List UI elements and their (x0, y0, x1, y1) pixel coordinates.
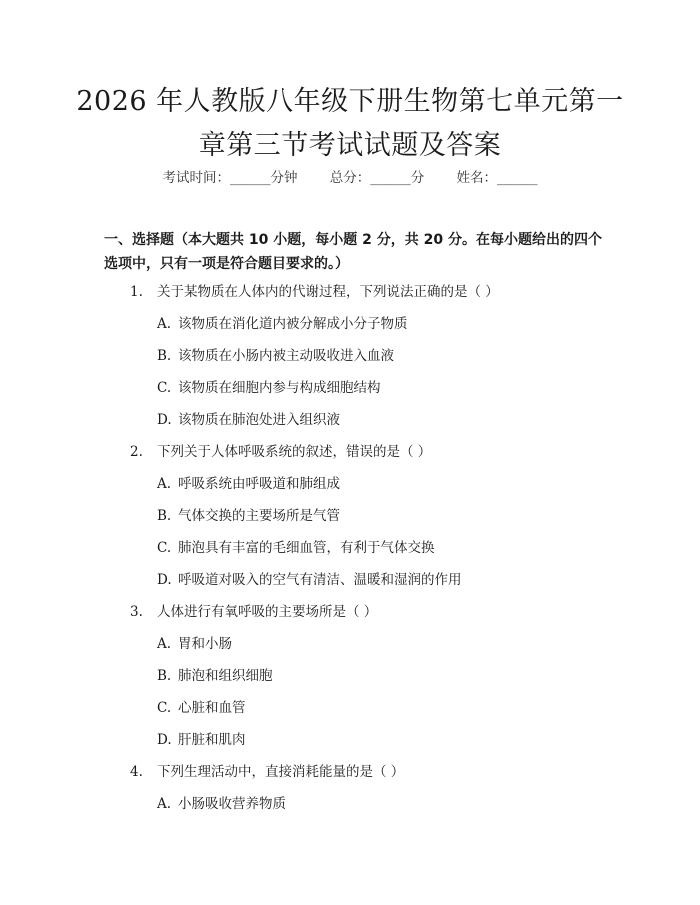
option-d (0, 724, 700, 756)
exam-total-score: 总分：______分 (329, 170, 425, 186)
option-text: 肺泡具有丰富的毛细血管，有利于气体交换 (178, 540, 435, 556)
option-text: 该物质在小肠内被主动吸收进入血液 (178, 348, 394, 364)
option-letter: C. (157, 700, 172, 716)
option-text: 呼吸道对吸入的空气有清洁、温暖和湿润的作用 (178, 572, 462, 588)
title-line-1: 2026 年人教版八年级下册生物第七单元第一 (76, 86, 624, 117)
option-text: 肺泡和组织细胞 (178, 668, 273, 684)
option-a (0, 468, 700, 500)
option-text: 该物质在细胞内参与构成细胞结构 (178, 380, 381, 396)
option-letter: B. (157, 668, 172, 684)
question-number: 2. (130, 444, 143, 460)
exam-meta (0, 168, 700, 188)
option-a (0, 788, 700, 820)
option-text: 小肠吸收营养物质 (178, 796, 286, 812)
option-letter: D. (157, 732, 172, 748)
option-letter: C. (157, 380, 172, 396)
option-letter: C. (157, 540, 172, 556)
option-letter: B. (157, 348, 172, 364)
page-title (60, 80, 640, 168)
option-text: 胃和小肠 (178, 636, 232, 652)
option-text: 该物质在肺泡处进入组织液 (178, 412, 340, 428)
option-text: 肝脏和肌肉 (178, 732, 246, 748)
option-c (0, 532, 700, 564)
question-number: 3. (130, 604, 143, 620)
option-letter: D. (157, 572, 172, 588)
option-letter: A. (157, 476, 172, 492)
option-b (0, 660, 700, 692)
option-letter: D. (157, 412, 172, 428)
option-text: 心脏和血管 (178, 700, 246, 716)
exam-time: 考试时间：______分钟 (162, 170, 298, 186)
option-d (0, 564, 700, 596)
question-stem: 关于某物质在人体内的代谢过程，下列说法正确的是（ ） (157, 284, 499, 300)
option-letter: A. (157, 796, 172, 812)
question-4 (0, 756, 700, 788)
question-list (0, 276, 700, 820)
question-stem: 人体进行有氧呼吸的主要场所是（ ） (157, 604, 378, 620)
option-text: 该物质在消化道内被分解成小分子物质 (178, 316, 408, 332)
option-text: 呼吸系统由呼吸道和肺组成 (178, 476, 340, 492)
option-b (0, 340, 700, 372)
question-number: 4. (130, 764, 143, 780)
option-a (0, 628, 700, 660)
question-number: 1. (130, 284, 143, 300)
section-heading: 一、选择题（本大题共 10 小题，每小题 2 分，共 20 分。在每小题给出的四个选项中，只有一项是符合题目要求的。） (104, 232, 602, 272)
question-1 (0, 276, 700, 308)
option-letter: B. (157, 508, 172, 524)
option-text: 气体交换的主要场所是气管 (178, 508, 340, 524)
student-name-field: 姓名：______ (456, 170, 538, 186)
option-d (0, 404, 700, 436)
option-a (0, 308, 700, 340)
question-stem: 下列生理活动中，直接消耗能量的是（ ） (157, 764, 405, 780)
option-c (0, 372, 700, 404)
option-c (0, 692, 700, 724)
option-letter: A. (157, 316, 172, 332)
title-line-2: 章第三节考试试题及答案 (198, 130, 502, 161)
option-letter: A. (157, 636, 172, 652)
question-stem: 下列关于人体呼吸系统的叙述，错误的是（ ） (157, 444, 432, 460)
question-2 (0, 436, 700, 468)
question-3 (0, 596, 700, 628)
option-b (0, 500, 700, 532)
